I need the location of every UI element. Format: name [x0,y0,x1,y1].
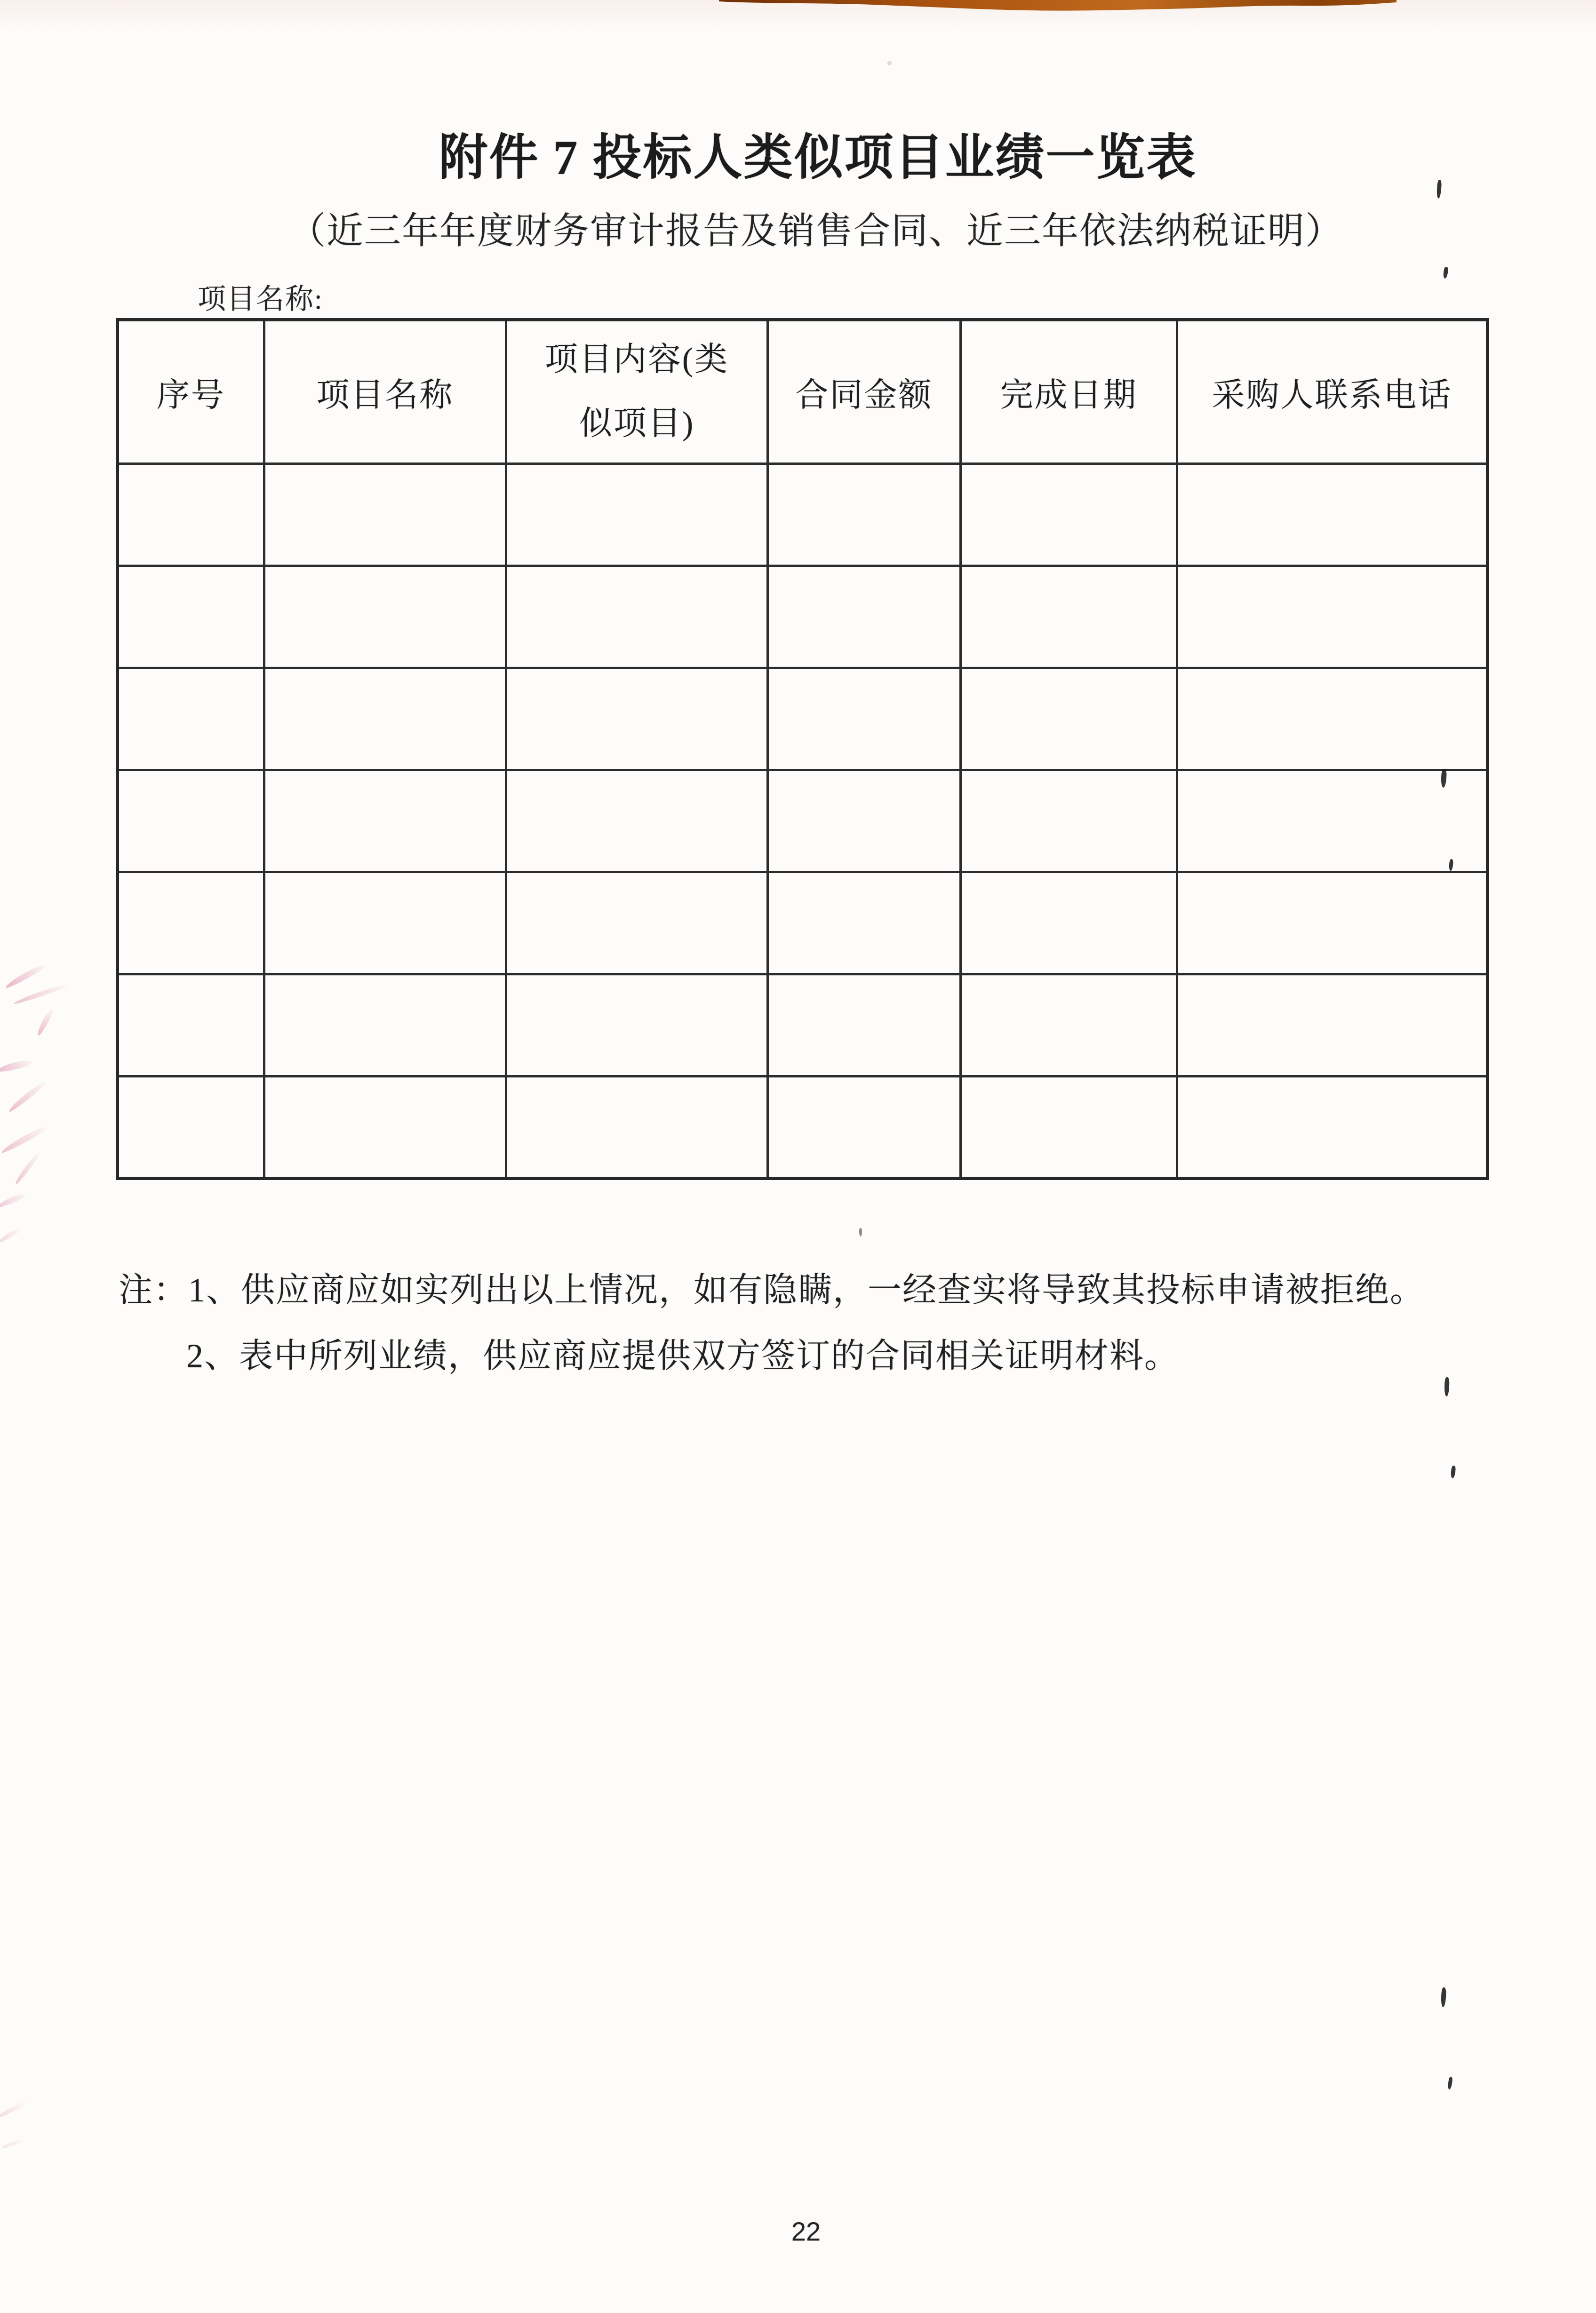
table-cell-empty [506,770,768,872]
table-cell-empty [118,464,264,566]
table-row [118,566,1488,668]
col-header-completion-date: 完成日期 [961,320,1177,464]
table-cell-empty [118,566,264,668]
table-body [118,464,1488,1179]
scan-ink-mark [1447,2077,1453,2090]
table-row [118,1077,1488,1179]
notes-block [119,1257,1511,1389]
table-row [118,974,1488,1077]
page-title: 附件 7 投标人类似项目业绩一览表 [439,131,1197,185]
note-line-1: 注：1、供应商应如实列出以上情况，如有隐瞒，一经查实将导致其投标申请被拒绝。 [119,1271,1425,1309]
table-cell-empty [506,566,768,668]
table-cell-empty [1177,566,1488,668]
col-header-project-content-line2: 似项目) [579,406,695,442]
scan-smudge-pink [4,963,47,989]
table-cell-empty [768,1077,961,1179]
scan-smudge-pink [7,1080,47,1113]
project-name-label: 项目名称: [198,284,323,315]
table-cell-empty [264,872,506,974]
table-cell-empty [961,668,1177,770]
col-header-index: 序号 [118,320,264,464]
scan-artifact-orange-band [719,0,1396,14]
scan-smudge-pink [13,983,68,1005]
scan-smudge-pink [0,1192,27,1209]
scan-smudge-pink [0,1227,22,1244]
page-number: 22 [791,2217,821,2246]
table-cell-empty [1177,668,1488,770]
scan-ink-mark [1436,180,1442,199]
table-cell-empty [1177,974,1488,1077]
table-cell-empty [961,566,1177,668]
scan-ink-mark [1441,1987,1446,2007]
scan-dot-mark [887,61,892,65]
table-cell-empty [1177,770,1488,872]
col-header-purchaser-phone: 采购人联系电话 [1177,320,1488,464]
table-row [118,872,1488,974]
performance-table [116,318,1489,1180]
table-cell-empty [1177,464,1488,566]
table-header-row [118,320,1488,464]
table-cell-empty [961,770,1177,872]
table-cell-empty [264,974,506,1077]
table-cell-empty [961,1077,1177,1179]
table-cell-empty [768,566,961,668]
table-cell-empty [264,770,506,872]
table-cell-empty [118,770,264,872]
table-cell-empty [961,464,1177,566]
col-header-project-content [506,320,768,464]
scan-smudge-pink [13,1151,41,1185]
table-cell-empty [768,464,961,566]
table-cell-empty [264,566,506,668]
table-cell-empty [118,974,264,1077]
table-cell-empty [118,1077,264,1179]
col-header-contract-amount: 合同金额 [768,320,961,464]
table-cell-empty [506,1077,768,1179]
table-cell-empty [506,974,768,1077]
table-cell-empty [1177,872,1488,974]
table-row [118,464,1488,566]
scan-ink-mark [1451,1466,1456,1479]
scan-ink-mark [1444,1377,1449,1396]
table-cell-empty [768,872,961,974]
scan-smudge-pink [1,2138,25,2149]
page-subtitle: （近三年年度财务审计报告及销售合同、近三年依法纳税证明） [288,210,1343,251]
table-cell-empty [961,974,1177,1077]
scan-smudge-pink [35,1007,55,1036]
table-cell-empty [961,872,1177,974]
table-cell-empty [768,974,961,1077]
table-cell-empty [768,668,961,770]
scan-ink-mark [859,1228,862,1236]
table-cell-empty [506,668,768,770]
table-row [118,770,1488,872]
table-cell-empty [264,668,506,770]
col-header-project-content-line1: 项目内容(类 [544,341,729,378]
col-header-project-name: 项目名称 [264,320,506,464]
table-cell-empty [264,464,506,566]
table-cell-empty [118,872,264,974]
scan-ink-mark [1443,266,1448,279]
table-cell-empty [768,770,961,872]
scan-smudge-pink [0,1059,33,1073]
table-row [118,668,1488,770]
scan-smudge-pink [0,2100,29,2119]
scan-smudge-pink [0,1124,49,1154]
table-cell-empty [118,668,264,770]
table-cell-empty [1177,1077,1488,1179]
note-line-2: 2、表中所列业绩，供应商应提供双方签订的合同相关证明材料。 [186,1337,1180,1375]
table-cell-empty [506,464,768,566]
table-cell-empty [506,872,768,974]
table-cell-empty [264,1077,506,1179]
